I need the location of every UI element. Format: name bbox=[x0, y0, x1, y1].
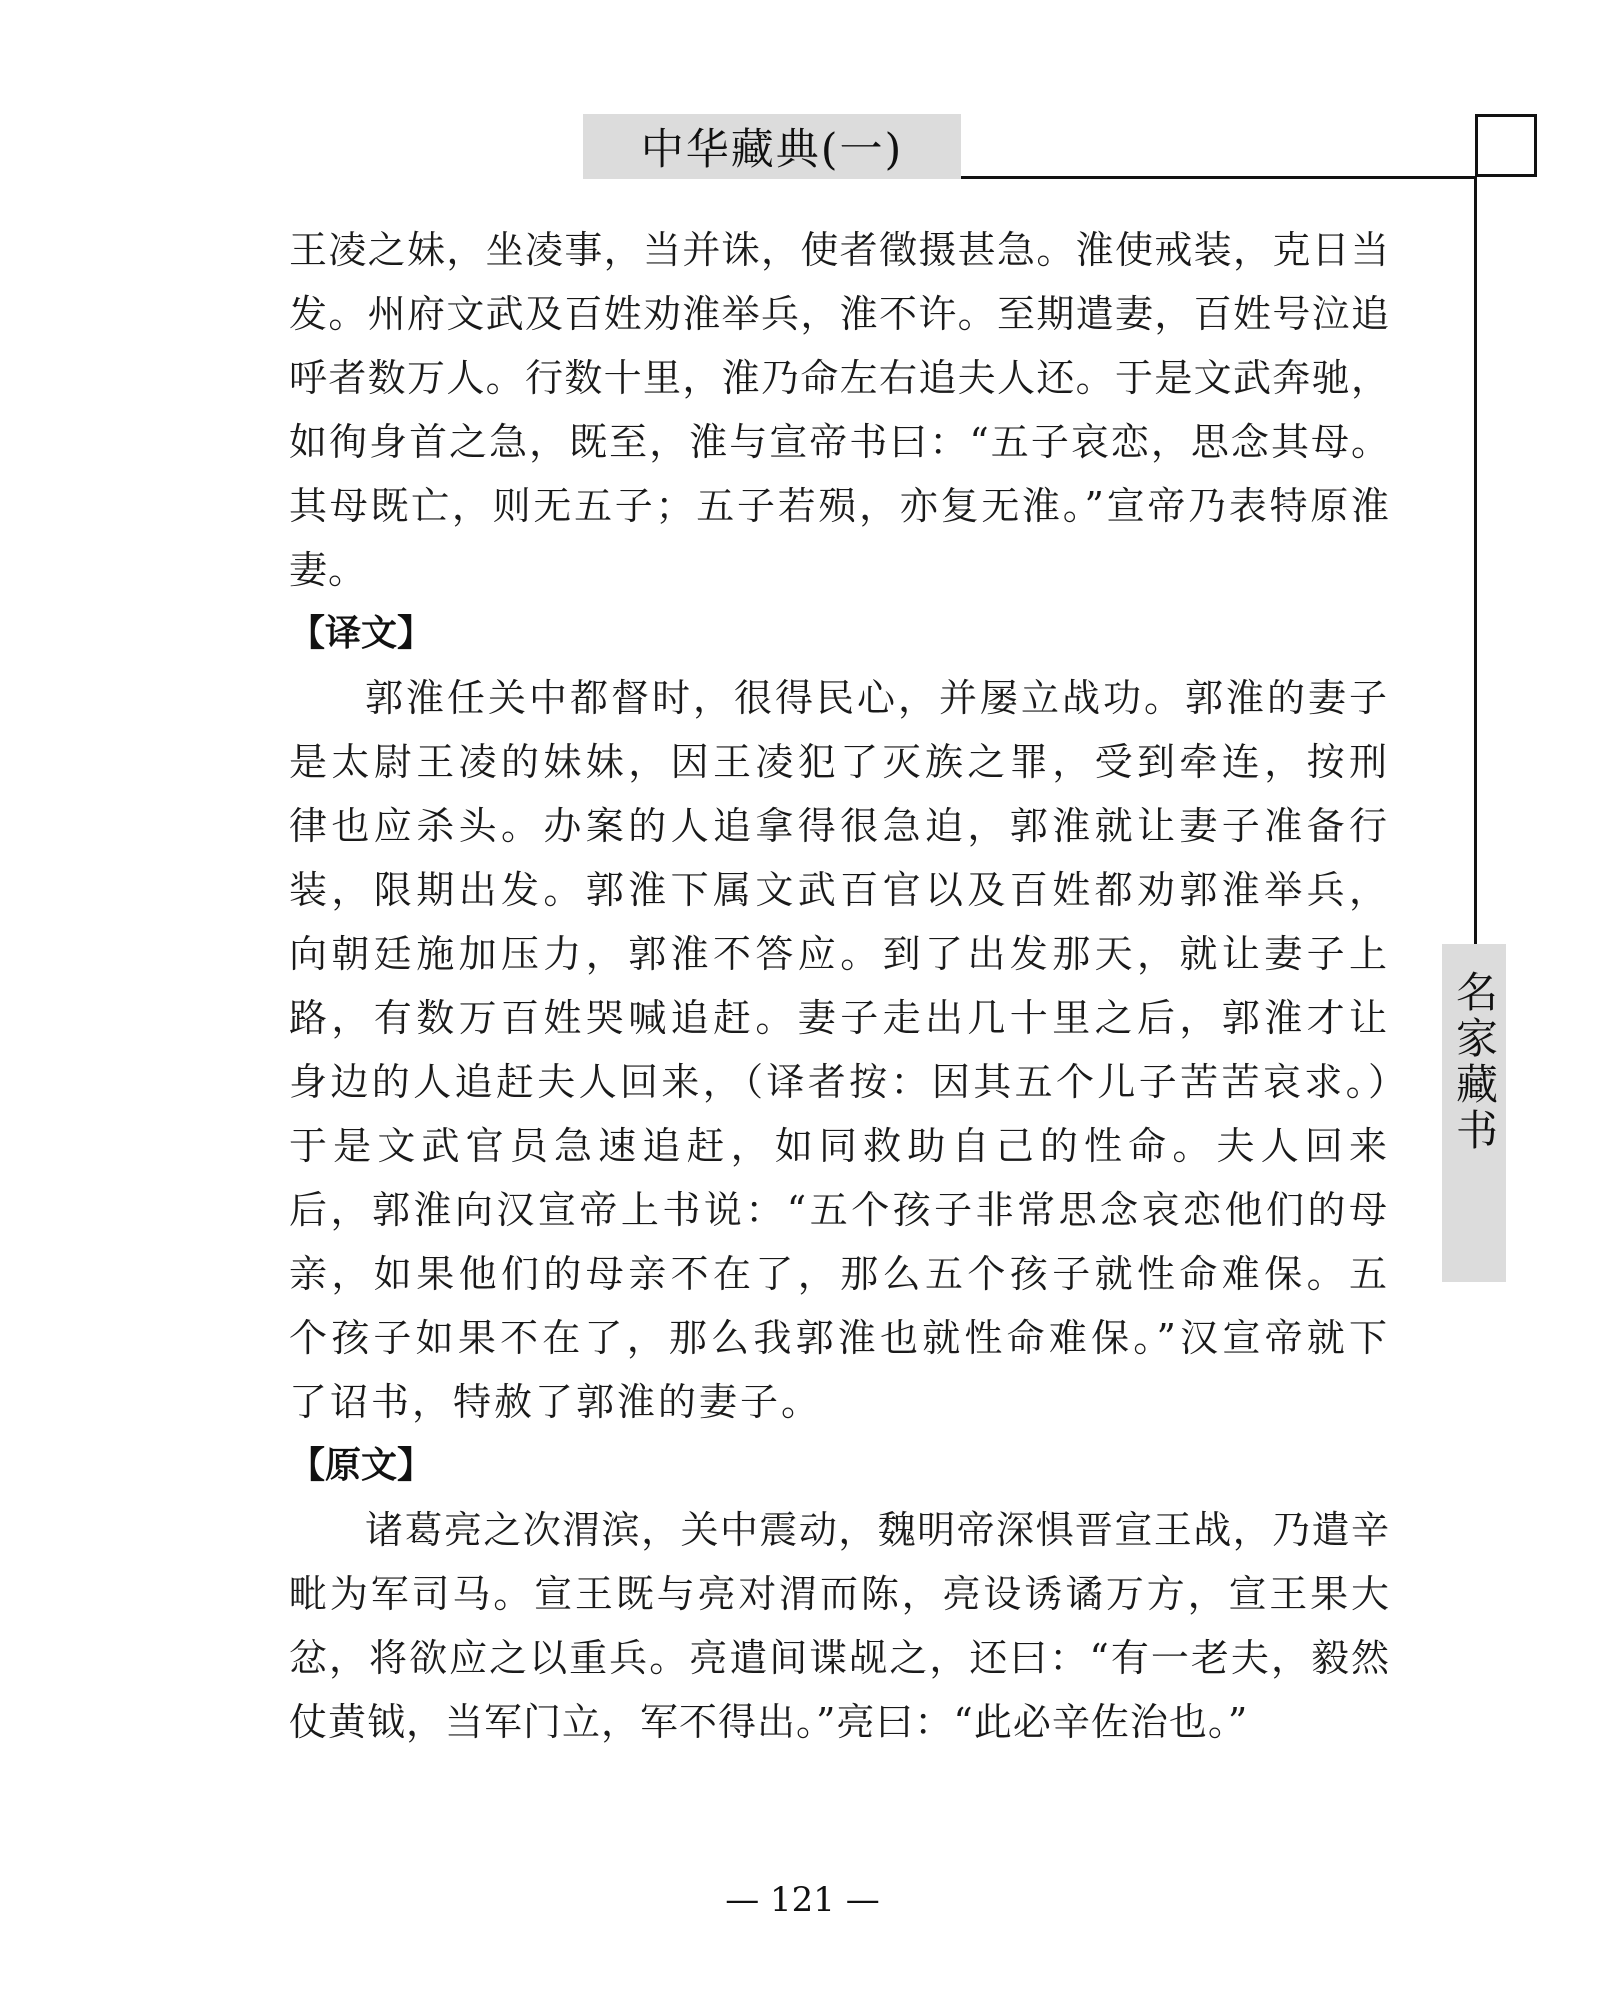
side-tab-label: 名家藏书 bbox=[1450, 970, 1499, 1154]
corner-box bbox=[1475, 114, 1537, 177]
book-title: 中华藏典(一) bbox=[583, 114, 961, 179]
main-text bbox=[289, 218, 1390, 1754]
page-number: — 121 — bbox=[725, 1880, 880, 1920]
original-paragraph: 诸葛亮之次渭滨，关中震动，魏明帝深惧晋宣王战，乃遣辛毗为军司马。宣王既与亮对渭而陈，亮设诱谲万方，宣王果大忿，将欲应之以重兵。亮遣间谍觇之，还曰：“有一老夫，毅然仗黄钺，当军门立，军不得出。”亮曰：“此必辛佐治也。” bbox=[289, 1508, 1390, 1744]
side-tab bbox=[1442, 944, 1506, 1282]
side-rule bbox=[1474, 176, 1477, 944]
translation-paragraph: 郭淮任关中都督时，很得民心，并屡立战功。郭淮的妻子是太尉王凌的妹妹，因王凌犯了灭族之罪，受到牵连，按刑律也应杀头。办案的人追拿得很急迫，郭淮就让妻子准备行装，限期出发。郭淮下属文武百官以及百姓都劝郭淮举兵，向朝廷施加压力，郭淮不答应。到了出发那天，就让妻子上路，有数万百姓哭喊追赶。妻子走出几十里之后，郭淮才让身边的人追赶夫人回来，（译者按：因其五个儿子苦苦哀求。）于是文武官员急速追赶，如同救助自己的性命。夫人回来后，郭淮向汉宣帝上书说：“五个孩子非常思念哀恋他们的母亲，如果他们的母亲不在了，那么五个孩子就性命难保。五个孩子如果不在了，那么我郭淮也就性命难保。”汉宣帝就下了诏书，特赦了郭淮的妻子。 bbox=[289, 676, 1391, 1424]
original-heading: 【原文】 bbox=[289, 1445, 434, 1486]
original-text-continued: 王凌之妹，坐凌事，当并诛，使者徵摄甚急。淮使戒装，克日当发。州府文武及百姓劝淮举兵，淮不许。至期遣妻，百姓号泣追呼者数万人。行数十里，淮乃命左右追夫人还。于是文武奔驰，如徇身首之急，既至，淮与宣帝书曰：“五子哀恋，思念其母。其母既亡，则无五子；五子若殒，亦复无淮。”宣帝乃表特原淮妻。 bbox=[289, 228, 1390, 592]
header-rule bbox=[961, 176, 1475, 179]
translation-heading: 【译文】 bbox=[289, 613, 434, 654]
